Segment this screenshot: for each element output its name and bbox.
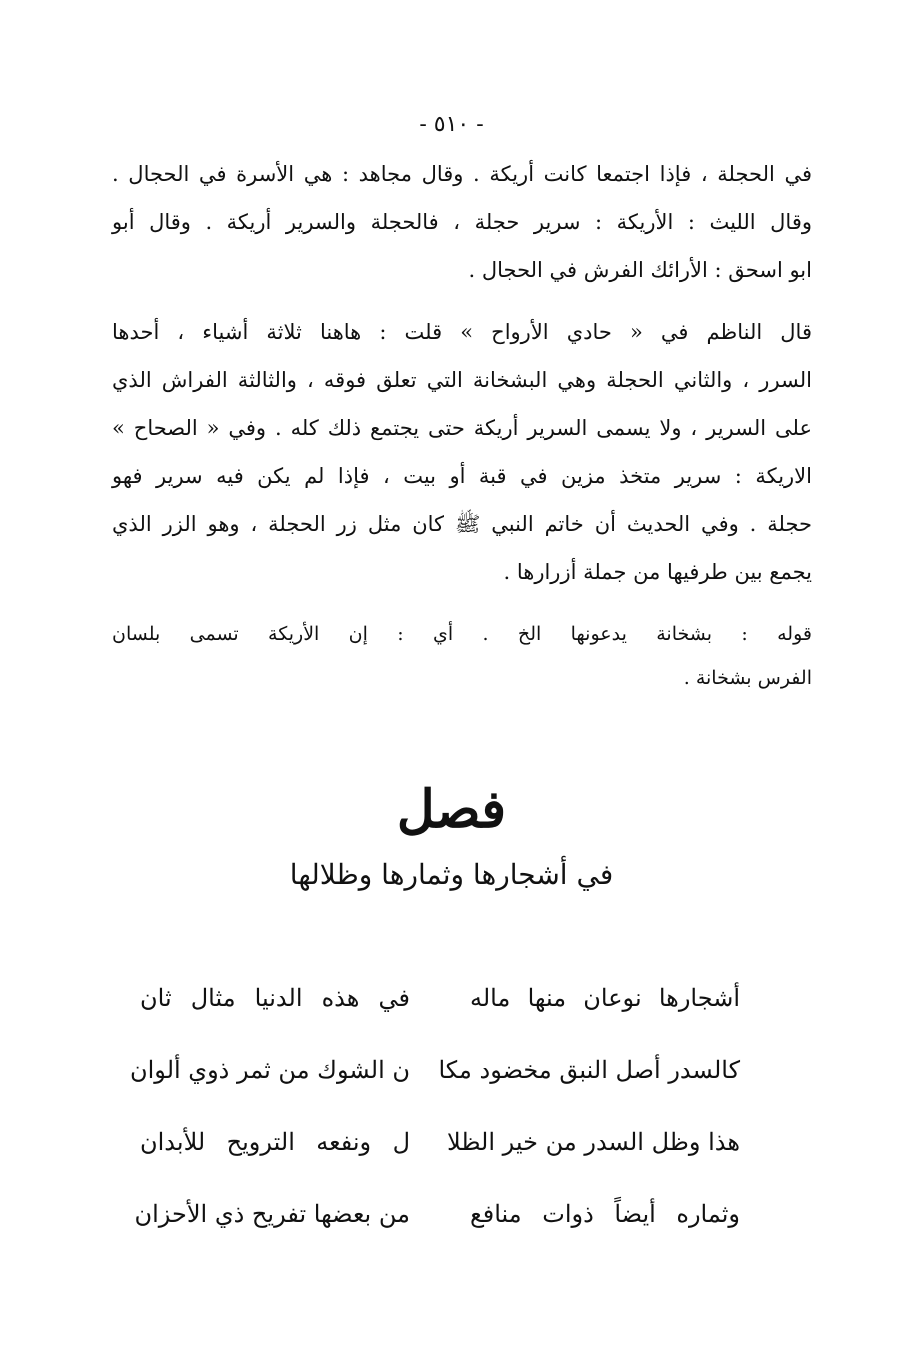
verse-second-hemistich: ن الشوك من ثمر ذوي ألوان [130,1056,410,1084]
text-line: على السرير ، ولا يسمى السرير أريكة حتى يجتمع ذلك كله . وفي « الصحاح » [112,416,812,440]
poem-verse [134,1184,740,1256]
text-line: وقال الليث : الأريكة : سرير حجلة ، فالحجلة والسرير أريكة . وقال أبو [112,210,812,234]
text-line: قال الناظم في « حادي الأرواح » قلت : هاهنا ثلاثة أشياء ، أحدها [112,320,812,344]
poem-verse [140,1112,740,1184]
text-line: ابو اسحق : الأرائك الفرش في الحجال . [468,258,812,282]
paragraph-1 [112,150,812,294]
section-subtitle: في أشجارها وثمارها وظلالها [289,858,614,891]
page-number: - ٥١٠ - [419,112,484,137]
verse-first-hemistich: وثماره أيضاً ذوات منافع [470,1200,740,1228]
paragraph-3 [112,612,812,700]
verse-first-hemistich: هذا وظل السدر من خير الظلا [447,1128,740,1156]
paragraph-2 [112,308,812,596]
verse-first-hemistich: كالسدر أصل النبق مخضود مكا [438,1056,740,1084]
text-line: الفرس بشخانة . [683,667,812,689]
verse-second-hemistich: من بعضها تفريح ذي الأحزان [134,1200,410,1228]
text-line: السرر ، والثاني الحجلة وهي البشخانة التي تعلق فوقه ، والثالثة الفراش الذي [112,368,812,392]
text-line: حجلة . وفي الحديث أن خاتم النبي ﷺ كان مثل زر الحجلة ، وهو الزر الذي [112,512,812,536]
section-title: فصل [396,779,507,840]
text-line: يجمع بين طرفيها من جملة أزرارها . [503,560,812,584]
poem-verse [140,968,740,1040]
poem-verse [130,1040,740,1112]
verse-second-hemistich: في هذه الدنيا مثال ثان [140,984,410,1012]
verse-first-hemistich: أشجارها نوعان منها ماله [470,984,740,1012]
text-line: في الحجلة ، فإذا اجتمعا كانت أريكة . وقال مجاهد : هي الأسرة في الحجال . [112,162,812,186]
verse-second-hemistich: ل ونفعه الترويح للأبدان [140,1128,410,1156]
text-line: الاريكة : سرير متخذ مزين في قبة أو بيت ، فإذا لم يكن فيه سرير فهو [112,464,812,488]
poem [130,968,740,1256]
text-line: قوله : بشخانة يدعونها الخ . أي : إن الأريكة تسمى بلسان [112,623,812,645]
